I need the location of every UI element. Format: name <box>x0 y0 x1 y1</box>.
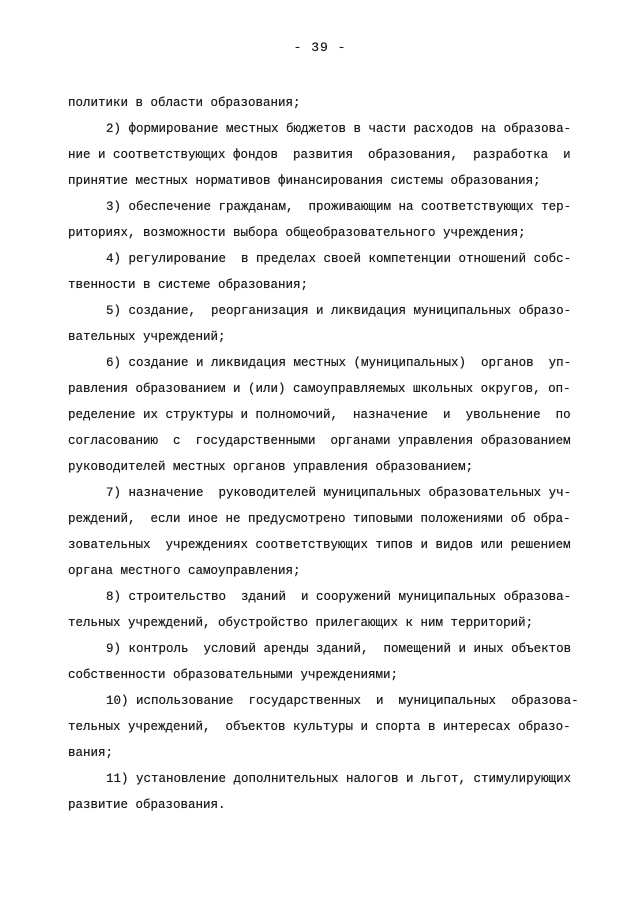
text-line: 4) регулирование в пределах своей компетенции отношений собс- <box>106 252 572 266</box>
text-line: тельных учреждений, объектов культуры и спорта в интересах образо- <box>68 720 571 734</box>
text-line: 5) создание, реорганизация и ликвидация муниципальных образо- <box>106 304 572 318</box>
text-line: политики в области образования; <box>68 96 301 110</box>
text-line: собственности образовательными учреждениями; <box>68 668 399 682</box>
text-line: вательных учреждений; <box>68 330 226 344</box>
text-line: 7) назначение руководителей муниципальных образовательных уч- <box>106 486 572 500</box>
page-number: - 39 - <box>293 40 347 55</box>
text-line: ределение их структуры и полномочий, назначение и увольнение по <box>68 408 571 422</box>
text-line: зовательных учреждениях соответствующих типов и видов или решением <box>68 538 571 552</box>
text-line: 11) установление дополнительных налогов и льгот, стимулирующих <box>106 772 572 786</box>
text-line: реждений, если иное не предусмотрено типовыми положениями об обра- <box>68 512 571 526</box>
text-line: ние и соответствующих фондов развития образования, разработка и <box>68 148 571 162</box>
text-line: 10) использование государственных и муниципальных образова- <box>106 694 579 708</box>
text-line: 2) формирование местных бюджетов в части расходов на образова- <box>106 122 572 136</box>
text-line: органа местного самоуправления; <box>68 564 301 578</box>
text-line: равления образованием и (или) самоуправляемых школьных округов, оп- <box>68 382 571 396</box>
text-line: принятие местных нормативов финансирования системы образования; <box>68 174 541 188</box>
document-body <box>68 90 580 818</box>
text-line: согласованию с государственными органами управления образованием <box>68 434 571 448</box>
text-line: вания; <box>68 746 114 760</box>
text-line: 6) создание и ликвидация местных (муниципальных) органов уп- <box>106 356 572 370</box>
text-line: тельных учреждений, обустройство прилегающих к ним территорий; <box>68 616 534 630</box>
text-line: 8) строительство зданий и сооружений муниципальных образова- <box>106 590 572 604</box>
text-line: риториях, возможности выбора общеобразовательного учреждения; <box>68 226 526 240</box>
text-line: руководителей местных органов управления образованием; <box>68 460 474 474</box>
text-line: 3) обеспечение гражданам, проживающим на соответствующих тер- <box>106 200 572 214</box>
text-line: твенности в системе образования; <box>68 278 309 292</box>
text-line: 9) контроль условий аренды зданий, помещений и иных объектов <box>106 642 572 656</box>
text-line: развитие образования. <box>68 798 226 812</box>
